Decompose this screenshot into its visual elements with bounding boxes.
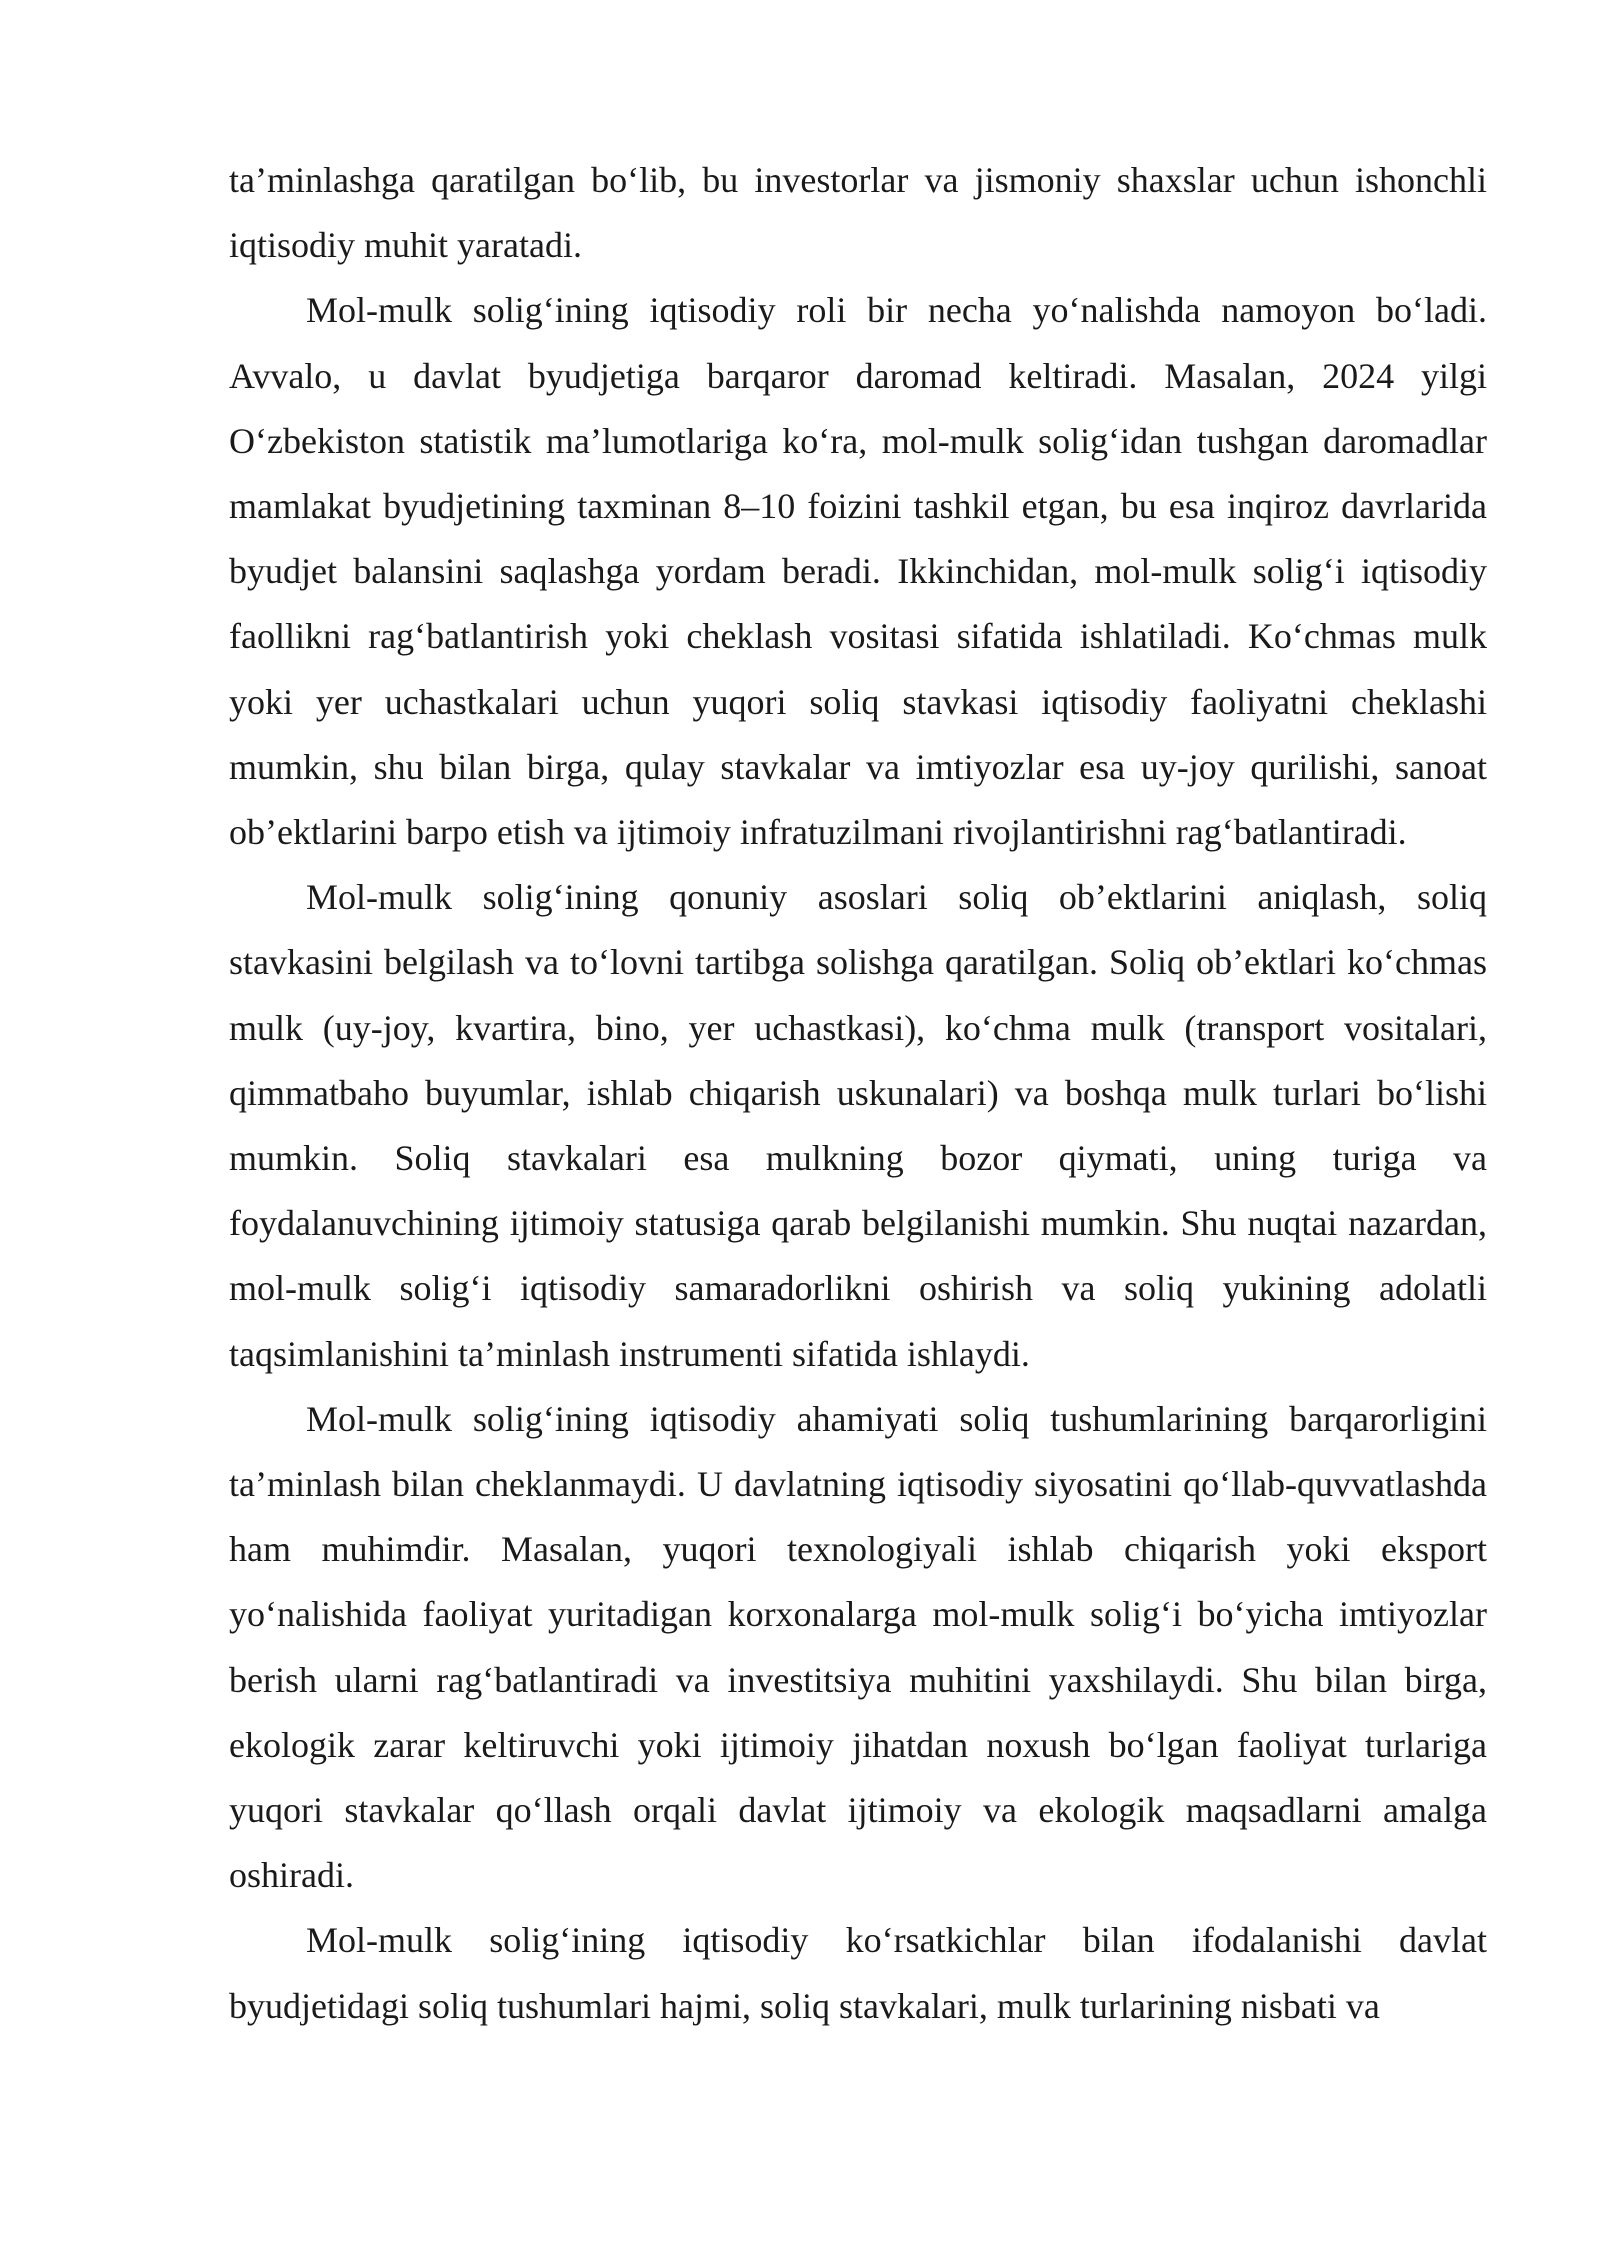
- paragraph-economic-importance: Mol-mulk solig‘ining iqtisodiy ahamiyati soliq tushumlarining barqarorligini ta’minlash bilan cheklanmaydi. U davlatning iqtisodiy siyosatini qo‘llab-quvvatlashda ham muhimdir. Masalan, yuqori texnologiyali ishlab chiqarish yoki eksport yo‘nalishida faoliyat yuritadigan korxonalarga mol-mulk solig‘i bo‘yicha imtiyozlar berish ularni rag‘batlantiradi va investitsiya muhitini yaxshilaydi. Shu bilan birga, ekologik zarar keltiruvchi yoki ijtimoiy jihatdan noxush bo‘lgan faoliyat turlariga yuqori stavkalar qo‘llash orqali davlat ijtimoiy va ekologik maqsadlarni amalga oshiradi.: [229, 1398, 1487, 1896]
- paragraph-economic-indicators: Mol-mulk solig‘ining iqtisodiy ko‘rsatkichlar bilan ifodalanishi davlat byudjetidagi soliq tushumlari hajmi, soliq stavkalari, mulk turlarining nisbati va: [229, 1920, 1487, 2026]
- paragraph-legal-basis: Mol-mulk solig‘ining qonuniy asoslari soliq ob’ektlarini aniqlash, soliq stavkasini belgilash va to‘lovni tartibga solishga qaratilgan. Soliq ob’ektlari ko‘chmas mulk (uy-joy, kvartira, bino, yer uchastkasi), ko‘chma mulk (transport vositalari, qimmatbaho buyumlar, ishlab chiqarish uskunalari) va boshqa mulk turlari bo‘lishi mumkin. Soliq stavkalari esa mulkning bozor qiymati, uning turiga va foydalanuvchining ijtimoiy statusiga qarab belgilanishi mumkin. Shu nuqtai nazardan, mol-mulk solig‘i iqtisodiy samaradorlikni oshirish va soliq yukining adolatli taqsimlanishini ta’minlash instrumenti sifatida ishlaydi.: [229, 877, 1487, 1374]
- paragraph-continuation: ta’minlashga qaratilgan bo‘lib, bu investorlar va jismoniy shaxslar uchun ishonchli iqtisodiy muhit yaratadi.: [229, 160, 1487, 266]
- document-body: [229, 148, 1487, 2039]
- paragraph-economic-role: Mol-mulk solig‘ining iqtisodiy roli bir necha yo‘nalishda namoyon bo‘ladi. Avvalo, u davlat byudjetiga barqaror daromad keltiradi. Masalan, 2024 yilgi O‘zbekiston statistik ma’lumotlariga ko‘ra, mol-mulk solig‘idan tushgan daromadlar mamlakat byudjetining taxminan 8–10 foizini tashkil etgan, bu esa inqiroz davrlarida byudjet balansini saqlashga yordam beradi. Ikkinchidan, mol-mulk solig‘i iqtisodiy faollikni rag‘batlantirish yoki cheklash vositasi sifatida ishlatiladi. Ko‘chmas mulk yoki yer uchastkalari uchun yuqori soliq stavkasi iqtisodiy faoliyatni cheklashi mumkin, shu bilan birga, qulay stavkalar va imtiyozlar esa uy-joy qurilishi, sanoat ob’ektlarini barpo etish va ijtimoiy infratuzilmani rivojlantirishni rag‘batlantiradi.: [229, 290, 1487, 853]
